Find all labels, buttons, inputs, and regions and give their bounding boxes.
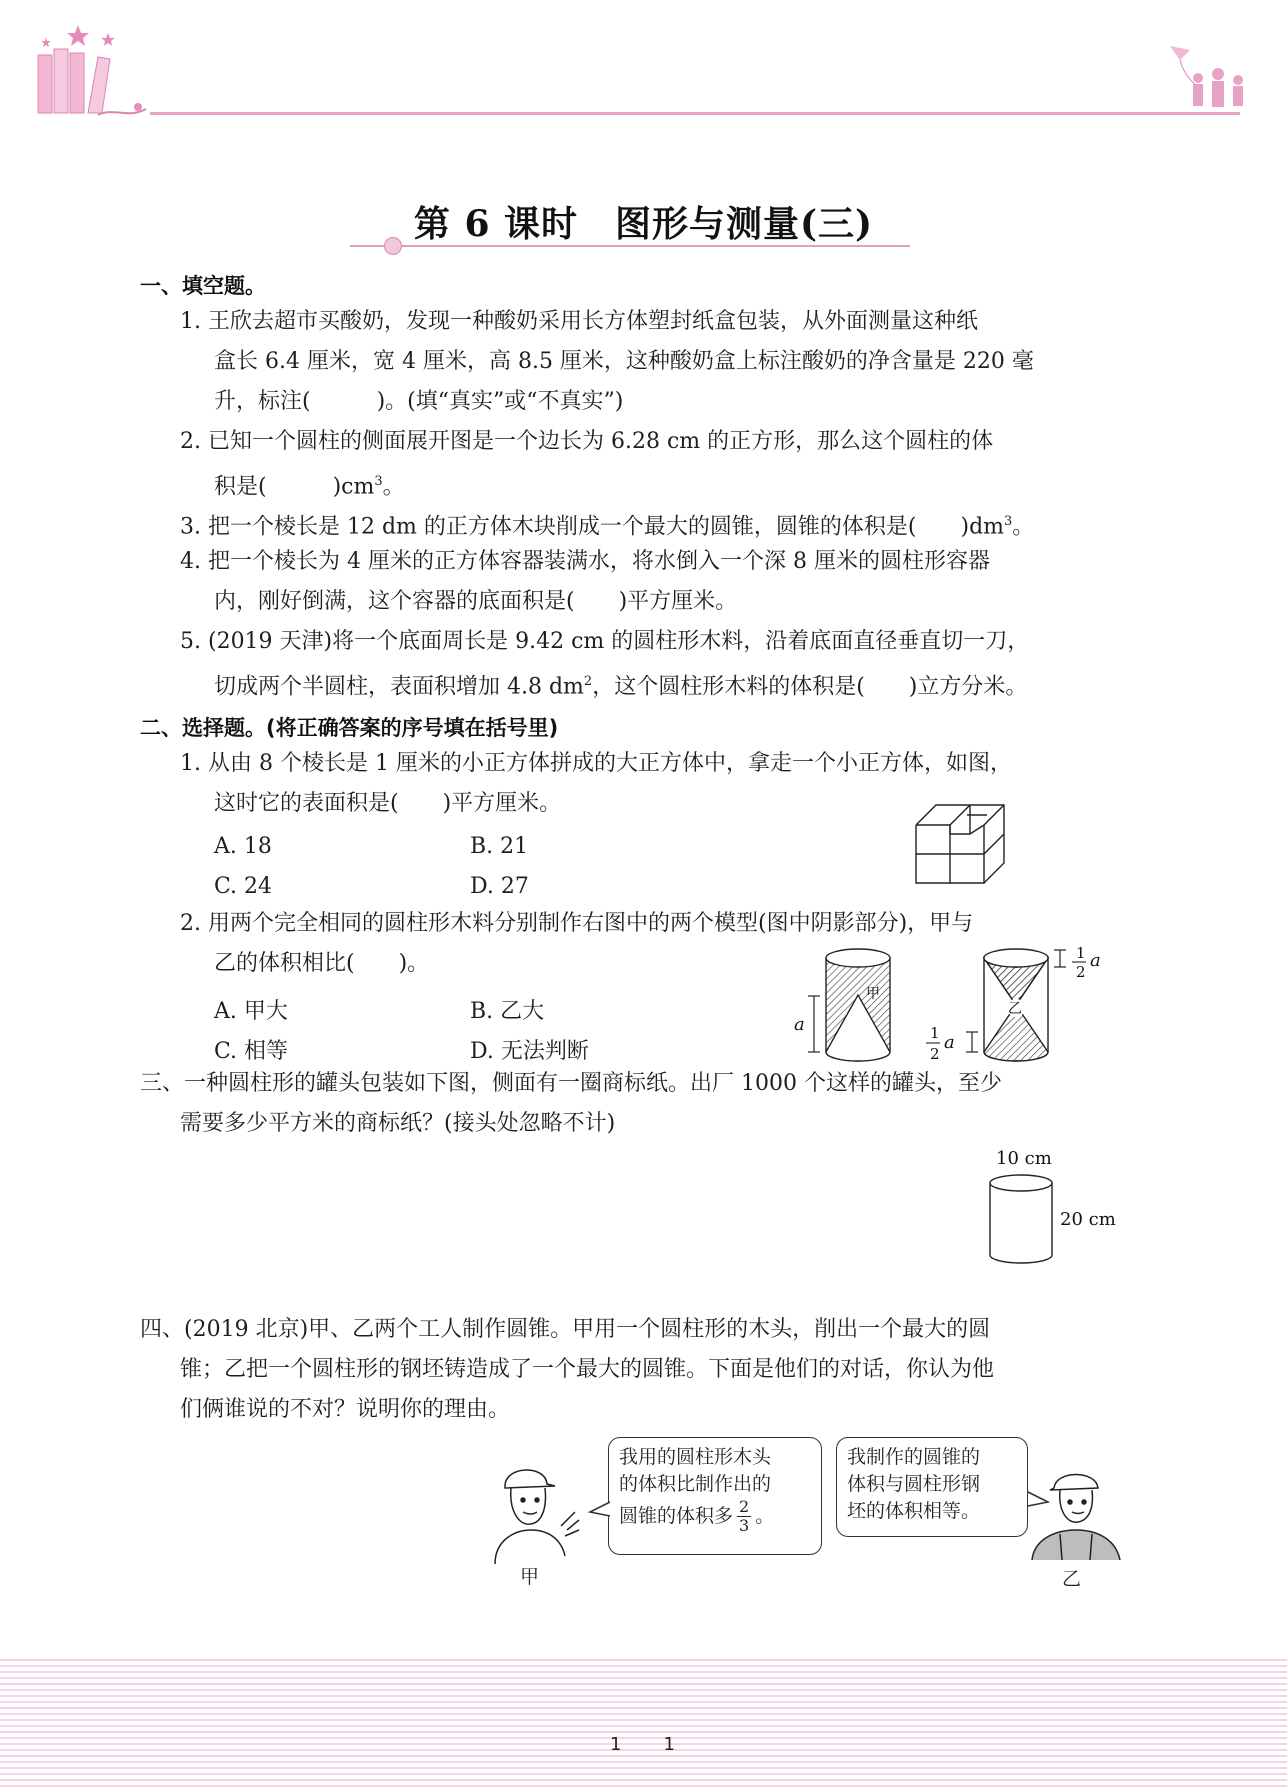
worker-yi-name: 乙 (1062, 1568, 1082, 1590)
s1-q5-line2: 切成两个半圆柱，表面积增加 4.8 $dm^2$，这个圆柱形木料的体积是( )立方分米。 (214, 674, 1028, 700)
section2-heading: 二、选择题。(将正确答案的序号填在括号里) (140, 716, 559, 740)
s2-q2-line2: 乙的体积相比( )。 (214, 951, 430, 976)
label-a-bottom: a (944, 1032, 955, 1053)
worker-yi-illustration (1020, 1462, 1130, 1566)
section1-heading: 一、填空题。 (140, 274, 266, 298)
bubble-jia-tail (588, 1500, 612, 1524)
s1-q1-line1: 1. 王欣去超市买酸奶，发现一种酸奶采用长方体塑封纸盒包装，从外面测量这种纸 (180, 309, 978, 334)
bubble-jia-fraction: 2 3 (739, 1497, 750, 1535)
s2-q2-line1: 2. 用两个完全相同的圆柱形木料分别制作右图中的两个模型(图中阴影部分)，甲与 (180, 911, 974, 936)
s4-line3: 们俩谁说的不对？说明你的理由。 (180, 1397, 511, 1422)
s2-q1-option-c: C. 24 (214, 874, 273, 899)
footer-band (0, 1655, 1287, 1789)
header-rule (150, 112, 1240, 115)
cylinders-figure (780, 940, 1120, 1074)
bubble-yi-line3: 坯的体积相等。 (847, 1500, 981, 1522)
s4-line1: 四、(2019 北京)甲、乙两个工人制作圆锥。甲用一个圆柱形的木头，削出一个最大的圆 (140, 1317, 991, 1342)
can-figure (980, 1145, 1120, 1274)
s1-q2-line2: 积是( )$cm^3$。 (214, 474, 405, 500)
half-num-top: 1 (1076, 944, 1086, 962)
s1-q5-line1: 5. (2019 天津)将一个底面周长是 9.42 cm 的圆柱形木料，沿着底面直径垂直切一刀， (180, 629, 1030, 654)
header-decoration-right (1160, 38, 1260, 118)
s1-q1-line2: 盒长 6.4 厘米，宽 4 厘米，高 8.5 厘米，这种酸奶盒上标注酸奶的净含量是 220 毫 (214, 349, 1034, 374)
half-den-bottom: 2 (930, 1045, 940, 1063)
bubble-jia-line3: 圆锥的体积多 2 3 。 (619, 1497, 775, 1535)
s2-q2-option-a: A. 甲大 (214, 999, 288, 1024)
s1-q3-line1: 3. 把一个棱长是 12 dm 的正方体木块削成一个最大的圆锥，圆锥的体积是( )$dm^3$。 (180, 514, 1035, 540)
speech-bubble-jia (608, 1437, 822, 1555)
s3-line2: 需要多少平方米的商标纸？(接头处忽略不计) (180, 1111, 616, 1136)
label-jia: 甲 (866, 986, 880, 1002)
s3-line1: 三、一种圆柱形的罐头包装如下图，侧面有一圈商标纸。出厂 1000 个这样的罐头，至少 (140, 1071, 1002, 1096)
label-a-left: a (794, 1014, 805, 1035)
s1-q2-line1: 2. 已知一个圆柱的侧面展开图是一个边长为 6.28 cm 的正方形，那么这个圆柱的体 (180, 429, 994, 454)
bubble-jia-line2: 的体积比制作出的 (619, 1473, 772, 1495)
bubble-yi-line1: 我制作的圆锥的 (847, 1446, 981, 1468)
s4-line2: 锥；乙把一个圆柱形的钢坯铸造成了一个最大的圆锥。下面是他们的对话，你认为他 (180, 1357, 995, 1382)
cube-figure (910, 795, 1010, 889)
half-num-bottom: 1 (930, 1024, 940, 1042)
s2-q1-option-b: B. 21 (470, 834, 529, 859)
s1-q1-line3: 升，标注( )。(填“真实”或“不真实”) (214, 389, 624, 414)
s2-q1-option-d: D. 27 (470, 874, 529, 899)
page-number: 1 1 (610, 1734, 677, 1755)
title-dot-ornament (384, 237, 402, 255)
s1-q4-line2: 内，刚好倒满，这个容器的底面积是( )平方厘米。 (214, 589, 738, 614)
s2-q1-line2: 这时它的表面积是( )平方厘米。 (214, 791, 562, 816)
s2-q2-option-d: D. 无法判断 (470, 1039, 589, 1064)
s2-q2-option-c: C. 相等 (214, 1039, 289, 1064)
worker-jia-illustration (475, 1456, 595, 1570)
bubble-jia-line1: 我用的圆柱形木头 (619, 1446, 772, 1468)
s1-q4-line1: 4. 把一个棱长为 4 厘米的正方体容器装满水，将水倒入一个深 8 厘米的圆柱形容器 (180, 549, 990, 574)
s2-q1-line1: 1. 从由 8 个棱长是 1 厘米的小正方体拼成的大正方体中，拿走一个小正方体，如图， (180, 751, 1012, 776)
bubble-yi-line2: 体积与圆柱形钢 (847, 1473, 981, 1495)
speech-bubble-yi (836, 1437, 1028, 1537)
header-decoration-left (28, 15, 158, 125)
label-yi: 乙 (1008, 1001, 1022, 1017)
worker-jia-name: 甲 (520, 1566, 540, 1588)
page-title: 第 6 课时 图形与测量(三) (413, 203, 874, 245)
title-underline (350, 245, 910, 247)
half-den-top: 2 (1076, 963, 1086, 981)
s2-q1-option-a: A. 18 (214, 834, 272, 859)
label-a-top: a (1090, 950, 1101, 971)
s2-q2-option-b: B. 乙大 (470, 999, 545, 1024)
can-diameter-label: 10 cm (996, 1148, 1052, 1169)
can-height-label: 20 cm (1060, 1209, 1116, 1230)
